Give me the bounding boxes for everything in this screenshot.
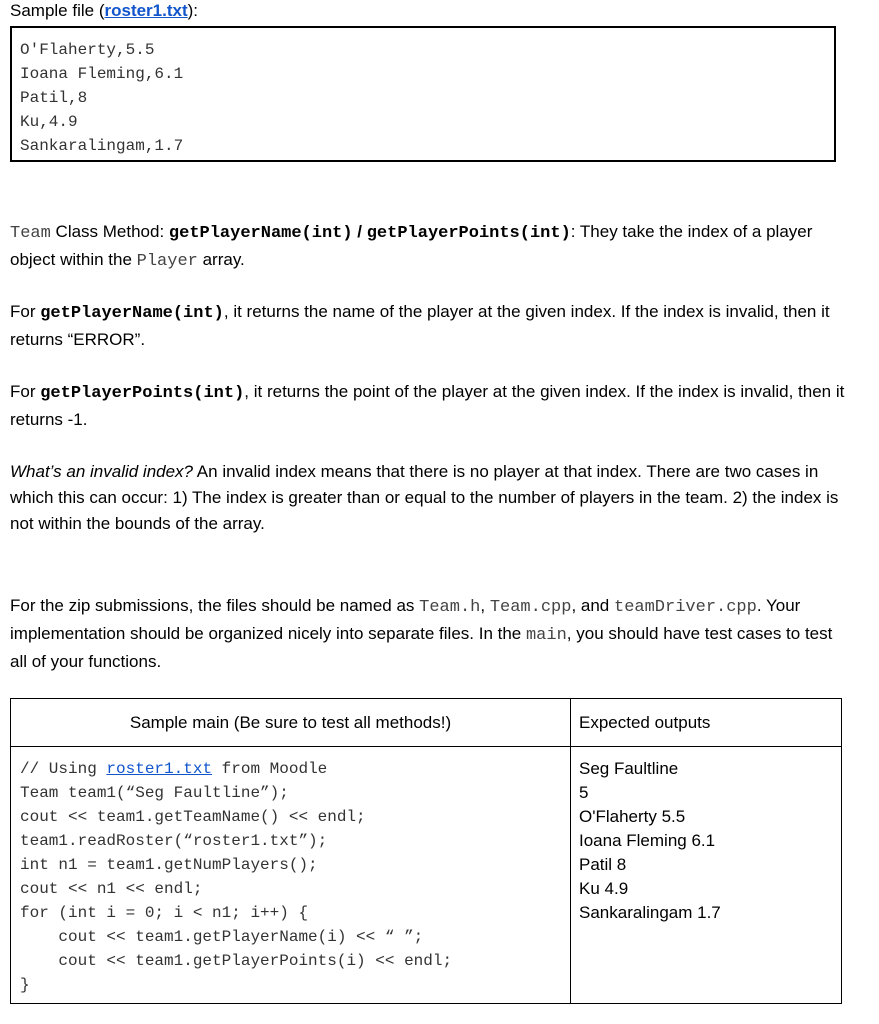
name-para-method: getPlayerName(int) (40, 304, 224, 323)
sample-main-table (10, 698, 842, 1004)
zip-text-4: . Your implementation should be organized nicely into separate files. In the (10, 596, 801, 643)
team-driver-filename: teamDriver.cpp (614, 598, 757, 617)
code-line: cout << team1.getPlayerName(i) << “ ”; (20, 928, 424, 946)
expected-outputs-header: Expected outputs (579, 713, 711, 732)
sample-file-heading (10, 0, 198, 22)
team-class-name: Team (10, 224, 51, 243)
code-line (20, 757, 452, 781)
main-keyword: main (525, 626, 567, 645)
zip-text-2: , (480, 596, 490, 615)
sample-file-suffix: ): (187, 1, 199, 20)
player-class-name: Player (136, 252, 198, 271)
code-comment-prefix: // Using (20, 760, 107, 778)
zip-text-3: , and (571, 596, 614, 615)
code-line: Team team1(“Seg Faultline”); (20, 784, 289, 802)
invalid-index-text: An invalid index means that there is no player at that index. There are two cases in which this can occur: 1) The index is greater than or equal to the number of players in the team. 2) the index is not within the bounds of the array. (10, 462, 839, 533)
class-method-label: Class Method: (50, 222, 169, 241)
invalid-index-question: What’s an invalid index? (10, 462, 194, 481)
team-h-filename: Team.h (419, 598, 481, 617)
name-para-prefix: For (10, 302, 41, 321)
zip-text-5: , you should have test cases to test all of your functions. (10, 624, 833, 671)
method-separator: / (352, 222, 367, 241)
code-comment-suffix: from Moodle (212, 760, 328, 778)
roster-line: Patil,8 (20, 89, 88, 107)
roster-line: Sankaralingam,1.7 (20, 137, 184, 155)
zip-submission-paragraph (10, 593, 850, 675)
roster-line: Ku,4.9 (20, 113, 78, 131)
method-description-text: : They take the index of a player object within the (10, 222, 813, 269)
points-para-method: getPlayerPoints(int) (40, 384, 245, 403)
code-roster-link[interactable]: roster1.txt (106, 760, 213, 778)
expected-outputs (579, 757, 721, 925)
code-line: cout << n1 << endl; (20, 880, 203, 898)
output-line: Ku 4.9 (579, 879, 629, 898)
points-para-text: , it returns the point of the player at the given index. If the index is invalid, then it returns -1. (10, 382, 845, 429)
output-line: O'Flaherty 5.5 (579, 807, 686, 826)
output-line: Patil 8 (579, 855, 627, 874)
array-text: array. (197, 250, 245, 269)
code-line: int n1 = team1.getNumPlayers(); (20, 856, 318, 874)
output-line: Sankaralingam 1.7 (579, 903, 721, 922)
zip-text-1: For the zip submissions, the files should be named as (10, 596, 420, 615)
get-player-name-paragraph (10, 299, 850, 353)
code-line: cout << team1.getTeamName() << endl; (20, 808, 366, 826)
roster-line: Ioana Fleming,6.1 (20, 65, 184, 83)
header-divider (11, 746, 841, 747)
sample-file-label: Sample file ( (10, 1, 105, 20)
code-line: for (int i = 0; i < n1; i++) { (20, 904, 309, 922)
roster-file-box (10, 26, 836, 162)
points-para-prefix: For (10, 382, 41, 401)
roster-file-link[interactable]: roster1.txt (104, 1, 188, 20)
output-line: Ioana Fleming 6.1 (579, 831, 716, 850)
sample-main-header: Sample main (Be sure to test all methods!) (129, 713, 452, 732)
output-line: Seg Faultline (579, 759, 679, 778)
invalid-index-paragraph (10, 459, 845, 537)
column-divider (570, 699, 571, 1003)
code-line: } (20, 976, 30, 994)
team-cpp-filename: Team.cpp (489, 598, 572, 617)
method-description (10, 219, 850, 275)
get-player-points-paragraph (10, 379, 850, 433)
output-line: 5 (579, 783, 589, 802)
get-player-points-method: getPlayerPoints(int) (366, 224, 571, 243)
roster-line: O'Flaherty,5.5 (20, 41, 155, 59)
code-line: team1.readRoster(“roster1.txt”); (20, 832, 328, 850)
sample-main-code (20, 757, 452, 997)
get-player-name-method: getPlayerName(int) (168, 224, 353, 243)
name-para-text: , it returns the name of the player at the given index. If the index is invalid, then it returns “ERROR”. (10, 302, 830, 349)
code-line: cout << team1.getPlayerPoints(i) << endl; (20, 952, 453, 970)
